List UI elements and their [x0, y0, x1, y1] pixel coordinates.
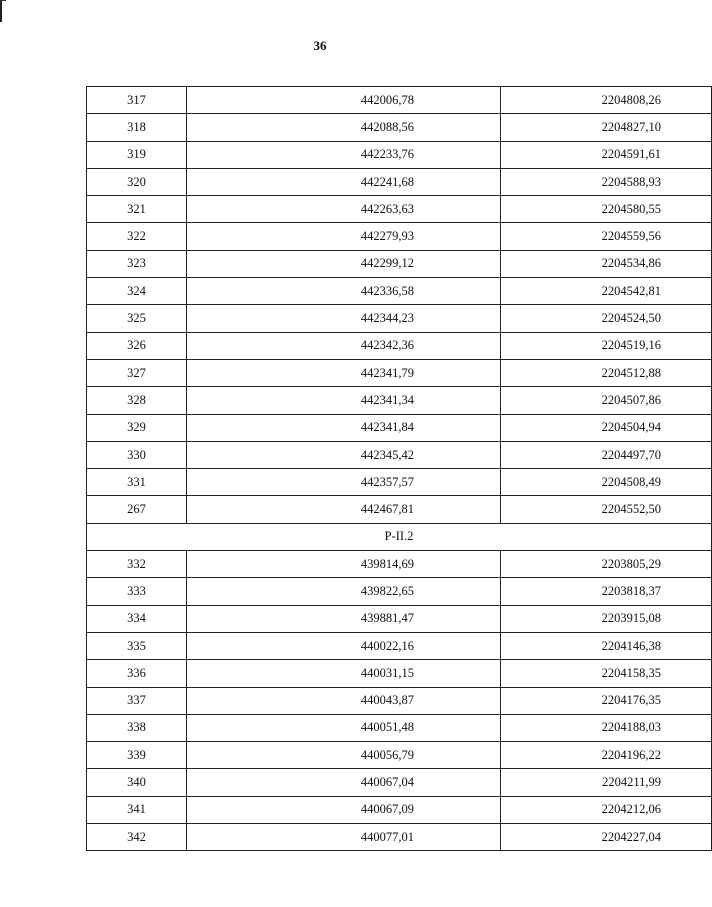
coordinates-table-body [87, 87, 712, 851]
table-row [87, 414, 712, 441]
y-coordinate-cell: 2204542,81 [501, 278, 712, 305]
x-coordinate-cell: 440067,09 [187, 796, 501, 823]
table-row [87, 469, 712, 496]
table-row [87, 632, 712, 659]
section-row [87, 523, 712, 550]
table-row [87, 278, 712, 305]
x-coordinate-cell: 442241,68 [187, 168, 501, 195]
x-coordinate-cell: 442345,42 [187, 441, 501, 468]
x-coordinate-cell: 439814,69 [187, 551, 501, 578]
x-coordinate-cell: 442341,79 [187, 359, 501, 386]
x-coordinate-cell: 442344,23 [187, 305, 501, 332]
point-number-cell: 328 [87, 387, 187, 414]
point-number-cell: 334 [87, 605, 187, 632]
coordinates-table [86, 86, 712, 851]
point-number-cell: 332 [87, 551, 187, 578]
y-coordinate-cell: 2204808,26 [501, 87, 712, 114]
x-coordinate-cell: 439822,65 [187, 578, 501, 605]
point-number-cell: 317 [87, 87, 187, 114]
y-coordinate-cell: 2204196,22 [501, 742, 712, 769]
table-row [87, 551, 712, 578]
y-coordinate-cell: 2203818,37 [501, 578, 712, 605]
table-row [87, 660, 712, 687]
y-coordinate-cell: 2204504,94 [501, 414, 712, 441]
point-number-cell: 329 [87, 414, 187, 441]
x-coordinate-cell: 442279,93 [187, 223, 501, 250]
table-row [87, 742, 712, 769]
x-coordinate-cell: 442088,56 [187, 114, 501, 141]
point-number-cell: 338 [87, 714, 187, 741]
x-coordinate-cell: 440051,48 [187, 714, 501, 741]
y-coordinate-cell: 2204588,93 [501, 168, 712, 195]
table-row [87, 168, 712, 195]
y-coordinate-cell: 2204188,03 [501, 714, 712, 741]
table-row [87, 714, 712, 741]
point-number-cell: 326 [87, 332, 187, 359]
x-coordinate-cell: 440056,79 [187, 742, 501, 769]
y-coordinate-cell: 2204519,16 [501, 332, 712, 359]
table-row [87, 87, 712, 114]
point-number-cell: 322 [87, 223, 187, 250]
y-coordinate-cell: 2204227,04 [501, 824, 712, 851]
table-row [87, 196, 712, 223]
point-number-cell: 325 [87, 305, 187, 332]
y-coordinate-cell: 2204552,50 [501, 496, 712, 523]
y-coordinate-cell: 2204508,49 [501, 469, 712, 496]
x-coordinate-cell: 442357,57 [187, 469, 501, 496]
x-coordinate-cell: 442341,84 [187, 414, 501, 441]
point-number-cell: 318 [87, 114, 187, 141]
y-coordinate-cell: 2203915,08 [501, 605, 712, 632]
y-coordinate-cell: 2204497,70 [501, 441, 712, 468]
x-coordinate-cell: 440067,04 [187, 769, 501, 796]
y-coordinate-cell: 2204212,06 [501, 796, 712, 823]
point-number-cell: 320 [87, 168, 187, 195]
y-coordinate-cell: 2204507,86 [501, 387, 712, 414]
table-row [87, 250, 712, 277]
x-coordinate-cell: 440043,87 [187, 687, 501, 714]
table-row [87, 387, 712, 414]
table-row [87, 141, 712, 168]
y-coordinate-cell: 2204559,56 [501, 223, 712, 250]
x-coordinate-cell: 442341,34 [187, 387, 501, 414]
y-coordinate-cell: 2204512,88 [501, 359, 712, 386]
page-number: 36 [313, 38, 327, 53]
x-coordinate-cell: 442467,81 [187, 496, 501, 523]
table-row [87, 441, 712, 468]
table-row [87, 359, 712, 386]
y-coordinate-cell: 2204580,55 [501, 196, 712, 223]
x-coordinate-cell: 442233,76 [187, 141, 501, 168]
table-row [87, 578, 712, 605]
section-label: Р-II.2 [87, 523, 712, 550]
x-coordinate-cell: 440031,15 [187, 660, 501, 687]
y-coordinate-cell: 2203805,29 [501, 551, 712, 578]
y-coordinate-cell: 2204524,50 [501, 305, 712, 332]
x-coordinate-cell: 442299,12 [187, 250, 501, 277]
point-number-cell: 327 [87, 359, 187, 386]
point-number-cell: 323 [87, 250, 187, 277]
point-number-cell: 319 [87, 141, 187, 168]
table-row [87, 496, 712, 523]
table-row [87, 605, 712, 632]
point-number-cell: 335 [87, 632, 187, 659]
y-coordinate-cell: 2204827,10 [501, 114, 712, 141]
y-coordinate-cell: 2204146,38 [501, 632, 712, 659]
x-coordinate-cell: 440022,16 [187, 632, 501, 659]
point-number-cell: 321 [87, 196, 187, 223]
table-row [87, 687, 712, 714]
y-coordinate-cell: 2204211,99 [501, 769, 712, 796]
point-number-cell: 336 [87, 660, 187, 687]
scan-edge-mark-top [0, 0, 6, 1]
x-coordinate-cell: 442263,63 [187, 196, 501, 223]
table-row [87, 223, 712, 250]
x-coordinate-cell: 440077,01 [187, 824, 501, 851]
y-coordinate-cell: 2204158,35 [501, 660, 712, 687]
y-coordinate-cell: 2204591,61 [501, 141, 712, 168]
point-number-cell: 331 [87, 469, 187, 496]
table-row [87, 332, 712, 359]
point-number-cell: 337 [87, 687, 187, 714]
point-number-cell: 333 [87, 578, 187, 605]
point-number-cell: 267 [87, 496, 187, 523]
x-coordinate-cell: 442342,36 [187, 332, 501, 359]
point-number-cell: 339 [87, 742, 187, 769]
table-row [87, 796, 712, 823]
point-number-cell: 324 [87, 278, 187, 305]
point-number-cell: 342 [87, 824, 187, 851]
table-row [87, 769, 712, 796]
point-number-cell: 341 [87, 796, 187, 823]
table-row [87, 305, 712, 332]
y-coordinate-cell: 2204176,35 [501, 687, 712, 714]
y-coordinate-cell: 2204534,86 [501, 250, 712, 277]
scan-edge-mark [0, 0, 2, 22]
point-number-cell: 330 [87, 441, 187, 468]
point-number-cell: 340 [87, 769, 187, 796]
x-coordinate-cell: 442006,78 [187, 87, 501, 114]
table-row [87, 824, 712, 851]
x-coordinate-cell: 439881,47 [187, 605, 501, 632]
table-row [87, 114, 712, 141]
x-coordinate-cell: 442336,58 [187, 278, 501, 305]
